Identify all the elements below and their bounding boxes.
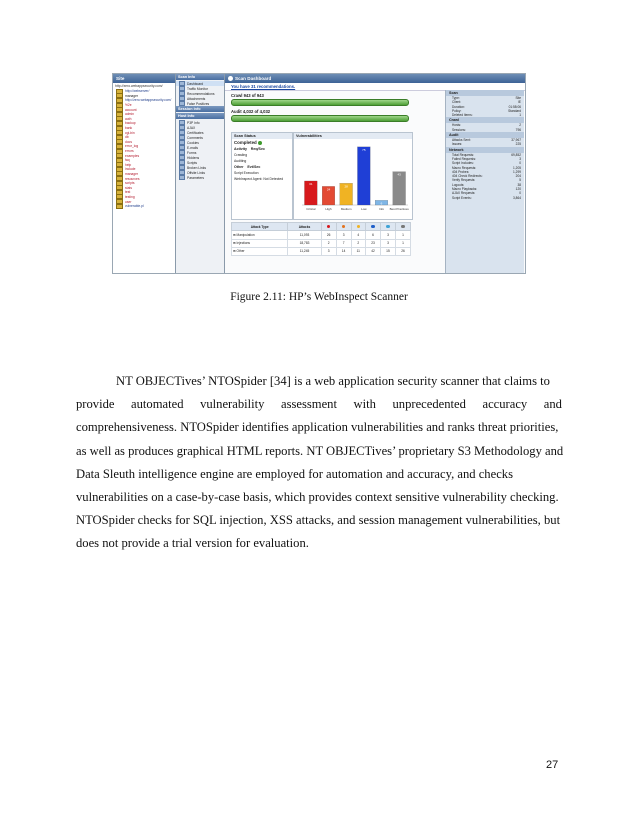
table-cell: 3: [380, 239, 395, 247]
attack-type-table: [231, 222, 411, 256]
nav-item-label: Dashboard: [187, 81, 204, 86]
table-cell: 11,093: [288, 231, 321, 239]
summary-value: 0: [519, 191, 521, 196]
auditing-row: Auditing: [234, 159, 247, 163]
nav-item[interactable]: [176, 175, 224, 180]
summary-section-header: Crawl: [446, 117, 524, 123]
nav-item-label: Cookies: [187, 140, 199, 145]
category-label: Low: [361, 207, 367, 211]
bar-value-label: 6: [380, 201, 383, 206]
tree-item-label: test: [125, 190, 131, 195]
bar-value-label: 75: [362, 147, 366, 152]
table-cell: 1: [395, 239, 410, 247]
nav-item-label: Scripts: [187, 160, 198, 165]
figure-caption: Figure 2.11: HP’s WebInspect Scanner: [230, 291, 408, 303]
tree-item-label: manager: [125, 171, 139, 176]
summary-section-header: Network: [446, 147, 524, 153]
check-icon: [258, 141, 262, 145]
tree-item-label: manager: [125, 93, 139, 98]
tree-item-label: http://webserver/: [125, 89, 150, 94]
table-cell: 15: [380, 247, 395, 255]
scan-status-title: Scan Status: [232, 133, 292, 139]
summary-key: Duration:: [452, 104, 465, 109]
tree-item-label: user: [125, 199, 132, 204]
category-label: Critical: [306, 207, 316, 211]
tree-item-label: examples: [125, 153, 140, 158]
word: accuracy: [482, 397, 528, 412]
paragraph-line: [76, 393, 562, 416]
nav-item-label: False Positives: [187, 101, 210, 106]
scan-summary-panel: [445, 90, 524, 273]
table-cell: 6: [366, 231, 381, 239]
severity-icon: [342, 225, 345, 228]
table-cell: 11,245: [288, 247, 321, 255]
crawling-row: Crawling: [234, 153, 248, 157]
nav-item-label: Offsite Links: [187, 170, 206, 175]
column-header: Attacks: [288, 223, 321, 231]
column-header: [351, 223, 365, 231]
column-header: [336, 223, 351, 231]
column-header: [366, 223, 381, 231]
vulnerabilities-chart-box: [293, 132, 413, 220]
navigation-pane: [176, 74, 225, 273]
nav-icon: [179, 175, 185, 180]
tree-item-label: resources: [125, 176, 140, 181]
table-cell: 23: [366, 239, 381, 247]
category-label: Medium: [340, 207, 352, 211]
table-row[interactable]: [232, 239, 411, 247]
paragraph-line: comprehensiveness. NTOSpider identifies application vulnerabilities and ranks threat priorities,: [76, 420, 559, 435]
audit-progress-label: Audit 4,032 of 4,032: [231, 109, 271, 114]
summary-value: 1,299: [513, 169, 521, 174]
column-header: Attack Type: [232, 223, 288, 231]
tree-item-label: scripts: [125, 181, 135, 186]
summary-value: 120: [515, 187, 521, 192]
summary-key: Attacks Sent:: [452, 138, 471, 143]
table-cell: 42: [366, 247, 381, 255]
tree-item[interactable]: [116, 98, 175, 103]
paragraph-line: does not provide a trial version for evaluation.: [76, 536, 309, 551]
site-tree-pane: [113, 74, 176, 273]
nav-item-label: Attachments: [187, 96, 206, 101]
dashboard-title: Scan Dashboard: [235, 76, 272, 81]
summary-key: Verify Requests:: [452, 178, 476, 183]
paragraph-line: NTOSpider checks for SQL injection, XSS attacks, and session management vulnerabilities, but: [76, 513, 561, 528]
scan-status-box: [231, 132, 293, 220]
nav-item-label: Broken Links: [187, 165, 207, 170]
activity-unit: Req/Sec: [250, 147, 265, 151]
summary-key: Script Events:: [452, 195, 472, 200]
nav-item-label: Traffic Monitor: [187, 86, 208, 91]
table-cell: 3: [336, 231, 351, 239]
table-cell: 18,783: [288, 239, 321, 247]
vulnerabilities-chart: [294, 139, 412, 219]
category-label: High: [325, 207, 332, 211]
nav-item-label: Certificates: [187, 130, 204, 135]
summary-section-header: Scan: [446, 90, 524, 96]
table-row[interactable]: [232, 231, 411, 239]
column-header: [321, 223, 336, 231]
other-unit: Evt/Sec: [247, 165, 261, 169]
word: provide: [76, 397, 115, 412]
category-label: Info: [378, 207, 385, 211]
site-pane-title: Site: [113, 74, 175, 83]
summary-key: Type:: [452, 96, 460, 100]
activity-label: Activity: [234, 147, 247, 151]
bar-value-label: 31: [309, 181, 313, 186]
summary-key: AJAX Requests:: [452, 191, 476, 196]
summary-key: Issues:: [452, 142, 463, 147]
word: automated: [131, 397, 184, 412]
paragraph-line: vulnerabilities on a case-by-case basis, which provides context sensitive vulnerability checking.: [76, 489, 559, 504]
tree-item-label: bank: [125, 126, 133, 131]
column-header: [380, 223, 395, 231]
tree-item[interactable]: [116, 204, 175, 209]
host-info-list: [176, 120, 224, 180]
nav-item-label: E-mails: [187, 145, 198, 150]
category-label: Best Practices: [389, 207, 409, 211]
scan-info-header: Scan Info: [176, 74, 224, 80]
scan-dashboard: [225, 74, 525, 273]
table-cell: 3: [380, 231, 395, 239]
paragraph-line: Data Sleuth intelligence engine are employed for automation and accuracy, and checks: [76, 466, 513, 481]
nav-item-label: Comments: [187, 135, 203, 140]
summary-value: 5: [519, 178, 521, 183]
tree-item-label: cgi-bin: [125, 130, 135, 135]
scan-status-value: [232, 139, 292, 146]
nav-item-label: AJAX: [187, 125, 196, 130]
audit-progress-bar: [231, 115, 409, 122]
table-cell: 7: [336, 239, 351, 247]
summary-key: Logouts:: [452, 182, 465, 187]
agent-status: WebInspect Agent: Not Detected: [234, 177, 284, 181]
bar-value-label: 43: [397, 172, 401, 177]
word: unprecedented: [392, 397, 466, 412]
site-tree: [113, 89, 175, 208]
scan-info-list: [176, 81, 224, 106]
table-cell: 2: [321, 239, 336, 247]
summary-key: 404 Check Redirects:: [452, 174, 483, 179]
table-row[interactable]: [232, 247, 411, 255]
summary-key: Hosts:: [452, 123, 462, 128]
nav-item-label: Forms: [187, 150, 197, 155]
summary-key: Total Requests:: [452, 152, 474, 157]
summary-value: 0: [519, 161, 521, 166]
summary-key: Script Includes:: [452, 161, 474, 166]
nav-item-label: P3P Info: [187, 120, 200, 125]
script-execution: Script Execution: [234, 171, 259, 175]
paragraph-line: as well as produces graphical HTML reports. NT OBJECTives’ proprietary S3 Methodology and: [76, 443, 564, 458]
severity-icon: [371, 225, 374, 228]
summary-key: 404 Probes:: [452, 169, 470, 174]
nav-item-label: Hiddens: [187, 155, 200, 160]
tree-item-label: admin: [125, 112, 134, 117]
severity-icon: [386, 225, 389, 228]
summary-value: 796: [515, 127, 521, 132]
severity-icon: [327, 225, 330, 228]
tree-item-label: testing: [125, 194, 135, 199]
other-label: Other: [234, 165, 244, 169]
summary-value: Standard: [508, 108, 521, 113]
word: vulnerability: [200, 397, 265, 412]
summary-value: 69,852: [511, 152, 521, 157]
summary-key: Sessions:: [452, 127, 466, 132]
tree-item-label: auth: [125, 116, 132, 121]
table-cell: 14: [336, 247, 351, 255]
summary-section-header: Audit: [446, 132, 524, 138]
tree-item-label: db: [125, 135, 129, 140]
table-cell: 26: [395, 247, 410, 255]
summary-value: 3: [519, 156, 521, 161]
summary-value: 01:58:06: [508, 104, 521, 109]
bar-low: [357, 147, 370, 205]
tree-item-label: errors: [125, 149, 134, 154]
summary-row: [446, 196, 524, 200]
summary-value: 1: [519, 113, 521, 118]
nav-item-label: Recommendations: [187, 91, 215, 96]
summary-key: Failed Requests:: [452, 156, 476, 161]
tree-item-label: faq: [125, 158, 130, 163]
host-info-header: Host Info: [176, 113, 224, 119]
table-cell: ⊞ Injections: [232, 239, 288, 247]
summary-key: Policy:: [452, 108, 462, 113]
crawl-progress-label: Crawl 943 of 943: [231, 93, 264, 98]
word: assessment: [281, 397, 337, 412]
vulnerabilities-title: Vulnerabilities: [294, 133, 412, 139]
bar-value-label: 24: [326, 187, 331, 192]
tree-item-label: stats: [125, 185, 132, 190]
dashboard-icon: [228, 76, 233, 81]
table-cell: 26: [321, 231, 336, 239]
table-cell: 4: [351, 231, 365, 239]
site-url: http://zero.webappsecurity.com/: [115, 84, 163, 88]
folder-icon: [116, 204, 123, 209]
tree-item-label: help: [125, 162, 132, 167]
summary-key: Macro Playbacks:: [452, 187, 478, 192]
summary-value: Site: [515, 96, 521, 100]
tree-item-label: account: [125, 107, 137, 112]
tree-item-label: vulnerable.pl: [125, 204, 144, 209]
tree-item-label: backup: [125, 121, 136, 126]
summary-value: 3,864: [513, 195, 521, 200]
bar-value-label: 28: [344, 184, 348, 189]
summary-value: 38: [517, 182, 521, 187]
summary-key: Macro Requests:: [452, 165, 477, 170]
tree-item-label: docs: [125, 139, 132, 144]
recommendations-link: You have 31 recommendations.: [225, 83, 525, 91]
table-cell: 11: [351, 247, 365, 255]
page-number: 27: [546, 759, 559, 771]
word: and: [543, 397, 562, 412]
word: with: [353, 397, 376, 412]
summary-value: 225: [515, 142, 521, 147]
table-cell: 2: [351, 239, 365, 247]
webinspect-screenshot: [112, 73, 526, 274]
tree-item-label: %2e: [125, 103, 132, 108]
severity-icon: [357, 225, 360, 228]
tree-item-label: http://zero.webappsecurity.com/: [125, 98, 172, 103]
severity-icon: [401, 225, 404, 228]
summary-key: Client:: [452, 100, 462, 105]
scan-status-text: Completed: [234, 140, 257, 145]
nav-item-label: Parameters: [187, 175, 205, 180]
table-header-row: [232, 223, 411, 231]
summary-key: Deleted Items:: [452, 113, 473, 118]
body-paragraph: [76, 370, 562, 556]
table-cell: 1: [395, 231, 410, 239]
paragraph-line: NT OBJECTives’ NTOSpider [34] is a web application security scanner that claims to: [116, 374, 550, 388]
column-header: [395, 223, 410, 231]
tree-item-label: include: [125, 167, 136, 172]
table-cell: ⊞ Manipulation: [232, 231, 288, 239]
table-cell: 3: [321, 247, 336, 255]
dashboard-header: [225, 74, 525, 83]
summary-value: 2: [519, 123, 521, 128]
summary-value: 37,967: [511, 138, 521, 143]
summary-value: 1,205: [513, 165, 521, 170]
summary-value: 204: [515, 174, 521, 179]
table-cell: ⊞ Other: [232, 247, 288, 255]
session-info-header: Session Info: [176, 106, 224, 112]
crawl-progress-bar: [231, 99, 409, 106]
tree-item-label: error_log: [125, 144, 139, 149]
summary-value: IE: [517, 100, 521, 105]
